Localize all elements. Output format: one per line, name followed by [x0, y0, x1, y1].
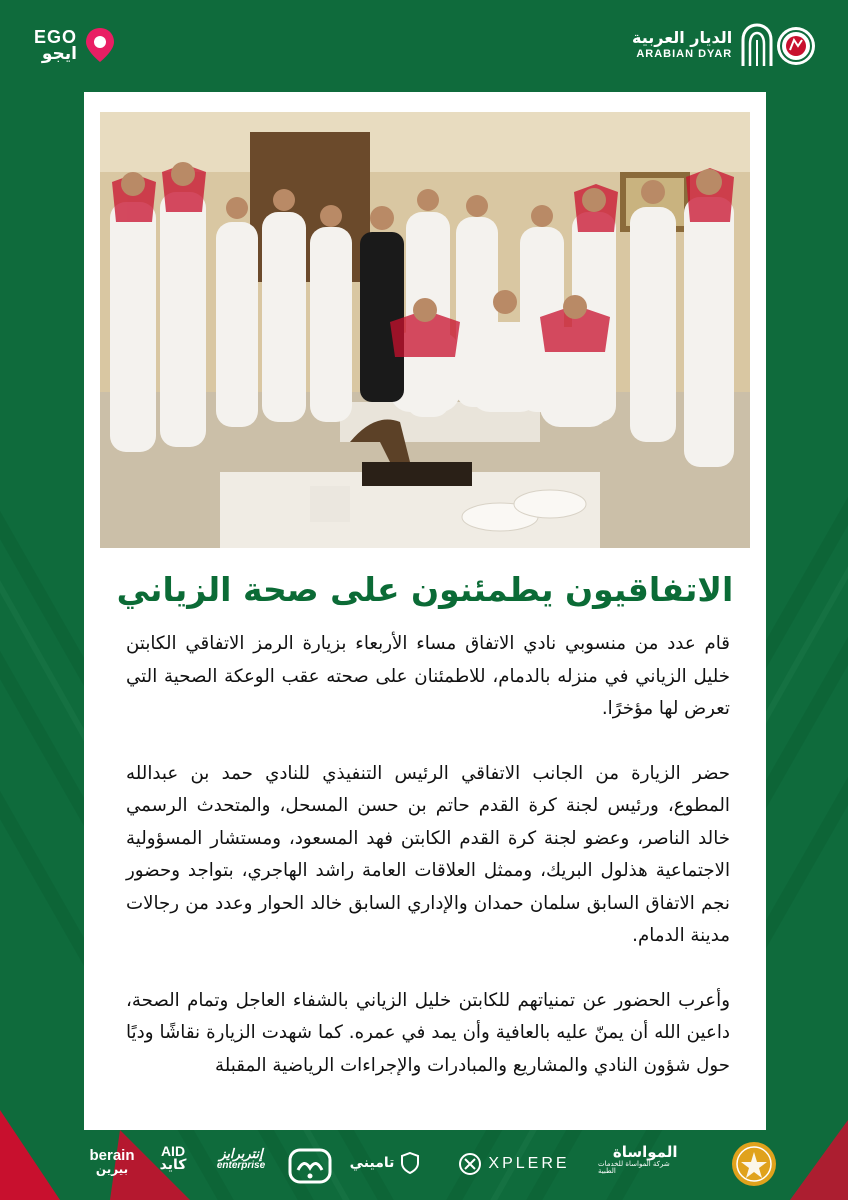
arabian-dyar-arabic: الديار العربية — [632, 28, 733, 48]
article-headline: الاتفاقيون يطمئنون على صحة الزياني — [116, 570, 734, 609]
sponsor-aid-latin: AID — [160, 1143, 186, 1159]
sponsor-aid — [148, 1144, 198, 1172]
header-bar — [0, 0, 848, 92]
arch-icon — [740, 22, 774, 68]
article-body — [126, 628, 730, 1114]
sponsor-xplere-text: XPLERE — [488, 1155, 570, 1172]
location-pin-icon — [83, 26, 117, 64]
sponsor-seal-icon — [730, 1140, 778, 1188]
sponsor-tameeni-text: تاميني — [349, 1155, 395, 1171]
sponsor-enterprise — [208, 1148, 274, 1171]
sponsor-muwasat-arabic: المواساة — [612, 1143, 678, 1161]
article-paragraph-1: قام عدد من منسوبي نادي الاتفاق مساء الأربعاء بزيارة الرمز الاتفاقي الكابتن خليل الزياني في منزله بالدمام، للاطمئنان على صحته عقب الوعكة الصحية التي تعرض لها مؤخرًا. — [126, 633, 730, 719]
sponsor-xplere — [456, 1152, 572, 1176]
kamalna-logo-icon — [286, 1142, 334, 1190]
sponsors-footer — [0, 1130, 848, 1200]
xplere-mark-icon — [458, 1152, 482, 1176]
article-card — [84, 92, 766, 1130]
sponsor-enterprise-arabic: إنتربرايز — [219, 1147, 263, 1162]
sponsor-tameeni — [340, 1152, 430, 1174]
sponsor-berain-latin: berain — [89, 1147, 135, 1164]
shield-icon — [400, 1152, 420, 1174]
sponsor-muwasat-sub: شركة المواساة للخدمات الطبية — [598, 1159, 670, 1176]
article-paragraph-3: وأعرب الحضور عن تمنياتهم للكابتن خليل الزياني بالشفاء العاجل وتمام الصحة، داعين الله أن يمنّ عليه بالعافية وأن يمد في عمره. كما شهدت الزيارة نقاشًا وديًا حول شؤون النادي والمشاريع والمبادرات والإجراءات الرياضية المقبلة — [126, 989, 730, 1076]
ego-logo — [34, 26, 117, 64]
sponsor-berain — [84, 1148, 140, 1175]
arabian-dyar-latin: ARABIAN DYAR — [636, 47, 733, 60]
team-visit-photo — [100, 112, 750, 548]
crescent-icon — [683, 1145, 706, 1175]
sponsor-muwasat — [598, 1144, 706, 1176]
ego-logo-latin: EGO — [34, 26, 78, 47]
ettifaq-club-crest-icon — [776, 26, 816, 66]
sponsor-enterprise-latin: enterprise — [216, 1160, 266, 1171]
sponsor-berain-arabic: بيرين — [95, 1162, 129, 1176]
arabian-dyar-logo — [632, 22, 774, 68]
article-paragraph-2: حضر الزيارة من الجانب الاتفاقي الرئيس التنفيذي للنادي حمد بن عبدالله المطوع، ورئيس لجنة كرة القدم حاتم بن حسن المسحل، والمتحدث الرسمي خالد الناصر، وعضو لجنة كرة القدم الكابتن فهد المسعود، ومستشار المسؤولية الاجتماعية هذلول البريك، وممثل العلاقات العامة راشد الهاجري، بتواجد وحضور نجم الاتفاق السابق سلمان حمدان والإداري السابق خالد الحوار وعدد من رجالات مدينة الدمام. — [126, 762, 730, 946]
sponsor-aid-arabic: كايد — [159, 1157, 187, 1173]
ego-logo-arabic: ايجو — [41, 43, 78, 64]
